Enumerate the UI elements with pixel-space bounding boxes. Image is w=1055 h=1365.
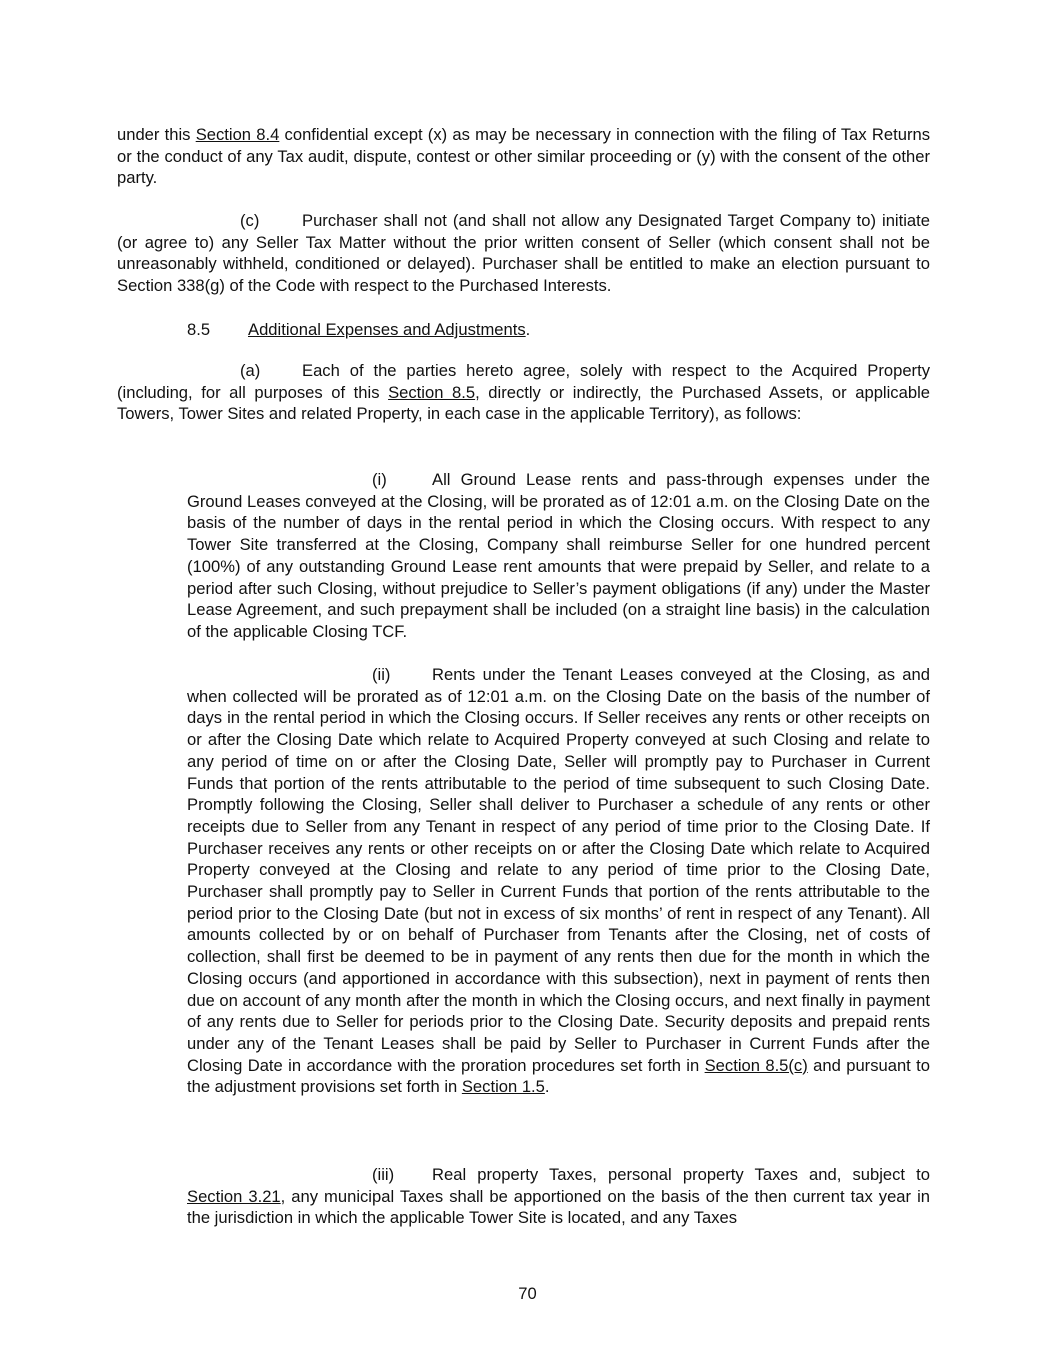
paragraph-8-4-continuation bbox=[117, 124, 930, 189]
clause-label: (c) bbox=[240, 211, 260, 230]
section-reference-link[interactable]: Section 8.4 bbox=[195, 125, 280, 144]
text: confidential except (x) as may be necessary in connection with the filing of Tax Returns or the conduct of any Tax audit, dispute, contest or other similar proceeding or (y) with the consent of the other party. bbox=[117, 125, 930, 188]
paragraph-8-5-a-iii bbox=[187, 1164, 930, 1229]
section-reference-link[interactable]: Section 3.21 bbox=[187, 1186, 281, 1206]
section-reference-link[interactable]: Section 1.5 bbox=[461, 1077, 545, 1097]
section-number: 8.5 bbox=[187, 320, 211, 339]
text: Purchaser shall not (and shall not allow any Designated Target Company to) initiate (or agree to) any Seller Tax Matter without the prior written consent of Seller (which consent shall not be unreasonably withheld, conditioned or delayed). Purchaser shall be entitled to make an election pursuant to Section 338(g) of the Code with respect to the Purchased Interests. bbox=[117, 211, 930, 296]
clause-label: (iii) bbox=[372, 1165, 395, 1184]
text: Real property Taxes, personal property Taxes and, subject to bbox=[432, 1165, 930, 1184]
clause-label: (i) bbox=[372, 470, 387, 489]
text: Rents under the Tenant Leases conveyed at the Closing, as and when collected will be prorated as of 12:01 a.m. on the Closing Date on the basis of the number of days in the rental period in which the Closing occurs. If Seller receives any rents or other receipts on or after the Closing Date which relate to Acquired Property conveyed at such Closing and relate to any period of time on or after the Closing Date, Seller will promptly pay to Purchaser in Current Funds that portion of the rents attributable to the period of time subsequent to such Closing Date. Promptly following the Closing, Seller shall deliver to Purchaser a schedule of any rents or other receipts due to Seller from any Tenant in respect of any period of time prior to the Closing Date. If Purchaser receives any rents or other receipts on or after the Closing Date which relate to Acquired Property conveyed at the Closing and relate to any period of time prior to the Closing Date, Purchaser shall promptly pay to Seller in Current Funds that portion of the rents attributable to the period prior to the Closing Date (but not in excess of six months’ of rent in respect of any Tenant). All amounts collected by or on behalf of Purchaser from Tenants after the Closing, net of costs of collection, shall first be deemed to be in payment of any rents then due for the month in which the Closing occurs (and apportioned in accordance with this subsection), next in payment of rents then due on account of any month after the month in which the Closing occurs, and next finally in payment of any rents due to Seller for periods prior to the Closing Date. Security deposits and prepaid rents under any of the Tenant Leases shall be paid by Seller to Purchaser in Current Funds after the Closing Date in accordance with the proration procedures set forth in bbox=[187, 665, 930, 1075]
section-reference-link[interactable]: Section 8.5 bbox=[388, 382, 476, 402]
paragraph-8-4-c bbox=[117, 210, 930, 297]
section-heading-8-5 bbox=[117, 319, 930, 341]
text: . bbox=[544, 1077, 550, 1097]
text: Each of the parties hereto agree, solely with respect to the Acquired Property (including, for all purposes of this bbox=[117, 361, 930, 402]
paragraph-8-5-a-ii bbox=[187, 664, 930, 1098]
clause-label: (a) bbox=[240, 361, 261, 380]
text: All Ground Lease rents and pass-through expenses under the Ground Leases conveyed at the Closing, will be prorated as of 12:01 a.m. on the Closing Date on the basis of the number of days in the rental period in which the Closing occurs. With respect to any Tower Site transferred at the Closing, Company shall reimburse Seller for one hundred percent (100%) of any outstanding Ground Lease rent amounts that were prepaid by Seller, and relate to a period after such Closing, without prejudice to Seller’s payment obligations (if any) under the Master Lease Agreement, and such prepayment shall be included (on a straight line basis) in the calculation of the applicable Closing TCF. bbox=[187, 470, 930, 641]
text: , directly or indirectly, the Purchased Assets, or applicable Towers, Tower Sites and related Property, in each case in the applicable Territory), as follows: bbox=[117, 382, 930, 424]
clause-label: (ii) bbox=[372, 665, 391, 684]
text: . bbox=[525, 320, 531, 339]
text: , any municipal Taxes shall be apportioned on the basis of the then current tax year in the jurisdiction in which the applicable Tower Site is located, and any Taxes bbox=[187, 1186, 930, 1228]
paragraph-8-5-a bbox=[117, 360, 930, 425]
text: under this bbox=[117, 125, 196, 144]
text: and pursuant to the adjustment provisions set forth in bbox=[187, 1055, 931, 1097]
page-number: 70 bbox=[518, 1284, 537, 1303]
paragraph-8-5-a-i bbox=[187, 469, 930, 643]
section-title: Additional Expenses and Adjustments bbox=[248, 320, 526, 339]
section-reference-link[interactable]: Section 8.5(c) bbox=[704, 1055, 808, 1075]
